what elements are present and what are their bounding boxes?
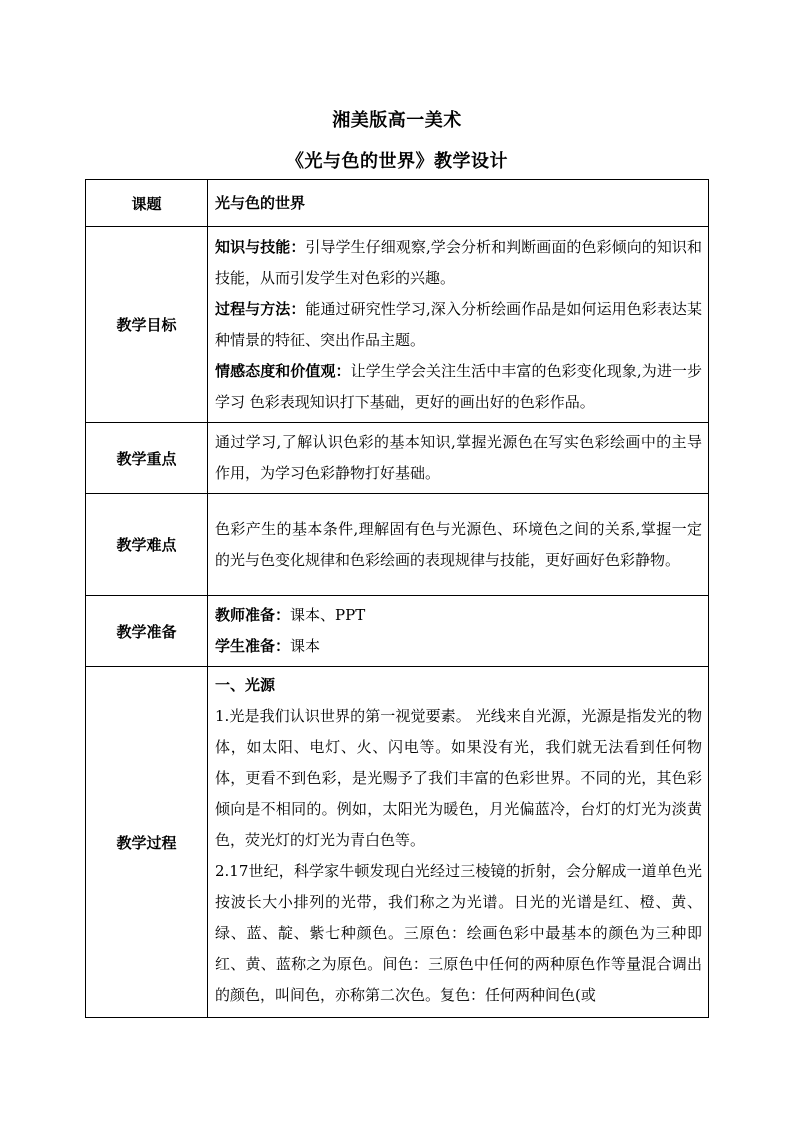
table-row-preparation — [86, 596, 709, 667]
goal-heading: 情感态度和价值观： — [215, 361, 351, 380]
prep-text: 课本、PPT — [290, 606, 366, 624]
table-row-difficulties — [86, 494, 709, 596]
row-label-difficulties: 教学难点 — [86, 494, 208, 596]
process-paragraph-1: 1.光是我们认识世界的第一视觉要素。 光线来自光源，光源是指发光的物体，如太阳、电灯、火、闪电等。如果没有光，我们就无法看到任何物体，更看不到色彩，是光赐予了我们丰富的色彩世界。不同的光，其色彩倾向是不相同的。例如，太阳光为暖色，月光偏蓝冷，台灯的灯光为淡黄色，荧光灯的灯光为青白色等。 — [215, 707, 702, 849]
document-subtitle: 《光与色的世界》教学设计 — [286, 151, 508, 172]
table-row-goals — [86, 227, 709, 423]
goal-text: 引导学生仔细观察,学会分析和判断画面的色彩倾向的知识和技能，从而引发学生对色彩的兴趣。 — [215, 237, 702, 287]
goals-content — [208, 227, 709, 423]
prep-heading: 教师准备： — [215, 606, 291, 624]
student-preparation — [215, 631, 702, 662]
goal-knowledge — [215, 232, 702, 294]
goal-text: 让学生学会关注生活中丰富的色彩变化现象,为进一步学习 色彩表现知识打下基础，更好的画出好的色彩作品。 — [215, 361, 702, 411]
goal-text: 能通过研究性学习,深入分析绘画作品是如何运用色彩表达某种情景的特征、突出作品主题。 — [215, 299, 702, 349]
row-label-topic: 课题 — [86, 180, 208, 227]
document-title: 湘美版高一美术 — [332, 110, 462, 131]
goal-attitude — [215, 356, 702, 418]
table-row-key-points — [86, 423, 709, 494]
difficulties-content: 色彩产生的基本条件,理解固有色与光源色、环境色之间的关系,掌握一定的光与色变化规律和色彩绘画的表现规律与技能，更好画好色彩静物。 — [208, 494, 709, 596]
topic-value: 光与色的世界 — [208, 180, 709, 227]
key-points-content: 通过学习,了解认识色彩的基本知识,掌握光源色在写实色彩绘画中的主导作用，为学习色彩静物打好基础。 — [208, 423, 709, 494]
prep-heading: 学生准备： — [215, 637, 291, 655]
row-label-process: 教学过程 — [86, 667, 208, 1018]
process-paragraph-2: 2.17世纪，科学家牛顿发现白光经过三棱镜的折射，会分解成一道单色光按波长大小排列的光带，我们称之为光谱。日光的光谱是红、橙、黄、绿、蓝、靛、紫七种颜色。三原色：绘画色彩中最基本的颜色为三种即红、黄、蓝称之为原色。间色：三原色中任何的两种原色作等量混合调出的颜色，叫间色，亦称第二次色。复色：任何两种间色(或 — [215, 862, 702, 1004]
lesson-plan-table — [85, 179, 709, 1018]
teacher-preparation — [215, 600, 702, 631]
table-row-process — [86, 667, 709, 1018]
table-row-topic — [86, 180, 709, 227]
goal-process — [215, 294, 702, 356]
row-label-goals: 教学目标 — [86, 227, 208, 423]
section-heading: 一、光源 — [215, 676, 276, 694]
preparation-content — [208, 596, 709, 667]
process-content — [208, 667, 709, 1018]
row-label-preparation: 教学准备 — [86, 596, 208, 667]
goal-heading: 过程与方法： — [215, 299, 306, 318]
prep-text: 课本 — [290, 637, 321, 655]
row-label-key-points: 教学重点 — [86, 423, 208, 494]
goal-heading: 知识与技能： — [215, 237, 306, 256]
